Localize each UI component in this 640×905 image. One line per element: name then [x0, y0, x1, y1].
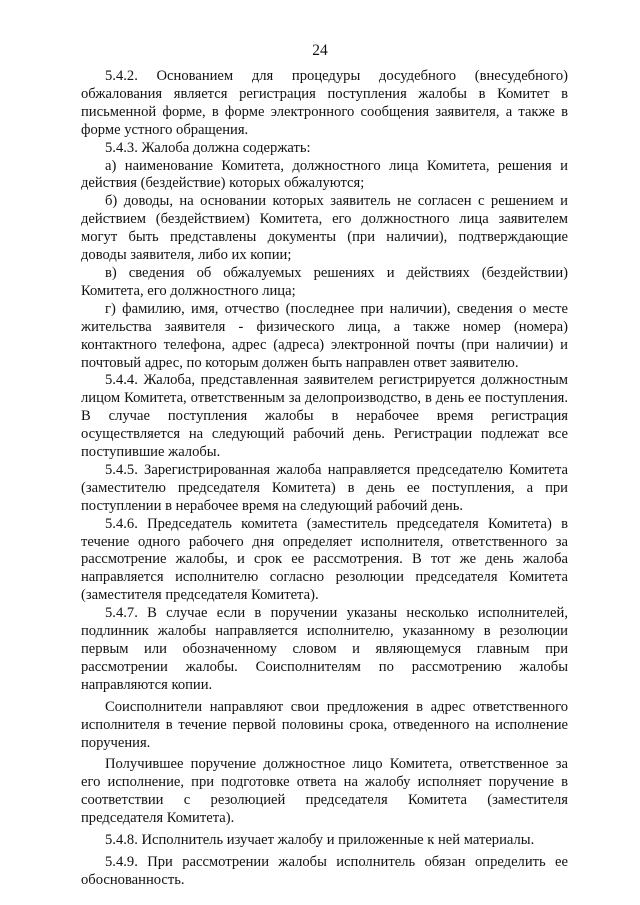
- list-item-b: б) доводы, на основании которых заявитель не согласен с решением и действием (бездействием) Комитета, его должностного лица заявителем могут быть представлены документы (при наличии), подтверждающие доводы заявителя, либо их копии;: [81, 193, 568, 264]
- document-body: [81, 68, 568, 890]
- paragraph-5-4-3: 5.4.3. Жалоба должна содержать:: [105, 139, 311, 156]
- paragraph-5-4-2: 5.4.2. Основанием для процедуры досудебного (внесудебного) обжалования является регистрация поступления жалобы в Комитет в письменной форме, в форме электронного сообщения заявителя, а также в форме устного обращения.: [81, 68, 568, 138]
- paragraph-co-executors: Соисполнители направляют свои предложения в адрес ответственного исполнителя в течение первой половины срока, отведенного на исполнение поручения.: [81, 698, 568, 751]
- paragraph-5-4-8: 5.4.8. Исполнитель изучает жалобу и приложенные к ней материалы.: [105, 832, 535, 849]
- paragraph-5-4-4: 5.4.4. Жалоба, представленная заявителем регистрируется должностным лицом Комитета, ответственным за делопроизводство, в день ее поступления. В случае поступления жалобы в нерабочее время регистрация осуществляется на следующий рабочий день. Регистрации подлежат все поступившие жалобы.: [81, 372, 568, 461]
- list-item-v: в) сведения об обжалуемых решениях и действиях (бездействии) Комитета, его должностного лица;: [81, 264, 568, 299]
- list-item-g: г) фамилию, имя, отчество (последнее при наличии), сведения о месте жительства заявителя - физического лица, а также номер (номера) контактного телефона, адрес (адреса) электронной почты (при наличии) и почтовый адрес, по которым должен быть направлен ответ заявителю.: [81, 300, 568, 371]
- paragraph-responsible-official: Получившее поручение должностное лицо Комитета, ответственное за его исполнение, при подготовке ответа на жалобу исполняет поручение в соответствии с резолюцией председателя Комитета (заместителя председателя Комитета).: [81, 756, 568, 827]
- paragraph-5-4-6: 5.4.6. Председатель комитета (заместитель председателя Комитета) в течение одного рабочего дня определяет исполнителя, ответственного за рассмотрение жалобы, и срок ее рассмотрения. В тот же день жалоба направляется исполнителю согласно резолюции председателя Комитета (заместителя председателя Комитета).: [81, 515, 568, 604]
- paragraph-5-4-9: 5.4.9. При рассмотрении жалобы исполнитель обязан определить ее обоснованность.: [81, 853, 568, 888]
- list-item-a: а) наименование Комитета, должностного лица Комитета, решения и действия (бездействие) которых обжалуются;: [81, 157, 568, 192]
- page-number: 24: [312, 42, 328, 59]
- paragraph-5-4-5: 5.4.5. Зарегистрированная жалоба направляется председателю Комитета (заместителю председателя Комитета) в день ее поступления, а при поступлении в нерабочее время на следующий рабочий день.: [81, 461, 568, 514]
- paragraph-5-4-7: 5.4.7. В случае если в поручении указаны несколько исполнителей, подлинник жалобы направляется исполнителю, указанному в резолюции первым или обозначенному словом и являющемуся главным при рассмотрении жалобы. Соисполнителям по рассмотрению жалобы направляются копии.: [81, 605, 568, 693]
